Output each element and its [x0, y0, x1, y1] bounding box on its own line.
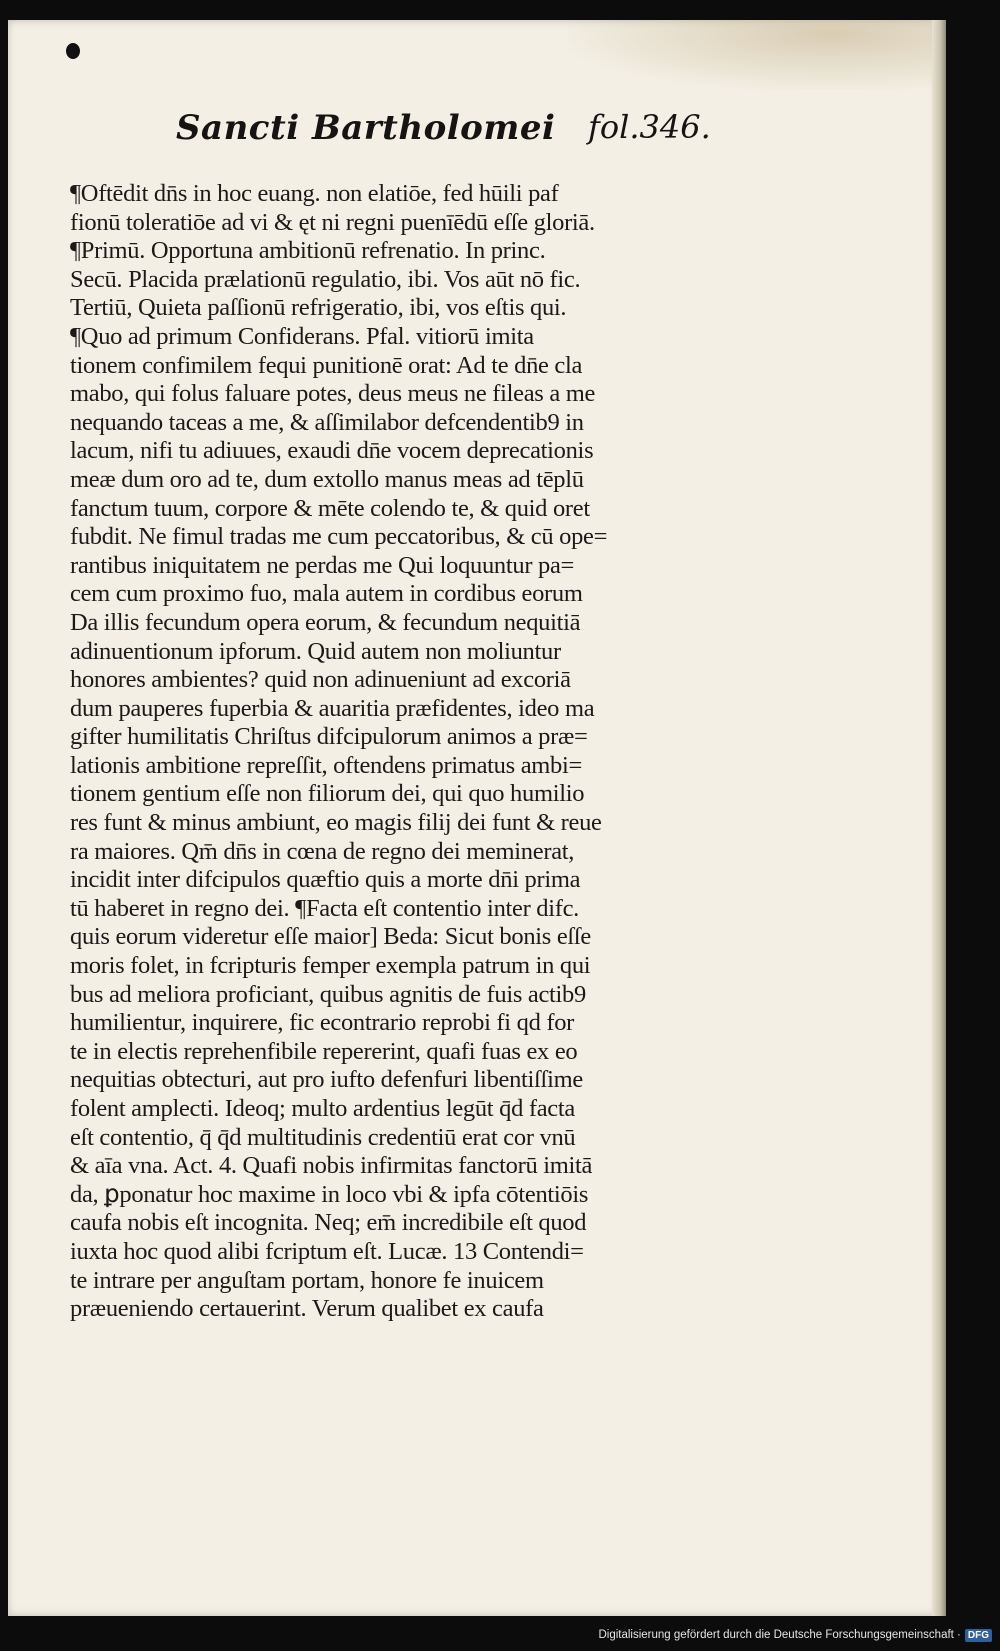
text-line: nequitias obtecturi, aut pro iufto defenfuri libentiſſime: [70, 1066, 583, 1094]
text-line: humilientur, inquirere, fic econtrario reprobi fi qd for: [70, 1009, 575, 1037]
text-line: ¶Oftēdit dn̄s in hoc euang. non elatiōe, fed hūili paf: [70, 180, 559, 207]
water-stain: [568, 20, 944, 90]
text-line: fubdit. Ne fimul tradas me cum peccatoribus, & cū ope=: [70, 523, 608, 551]
text-line: lationis ambitione repreſſit, oftendens primatus ambi=: [70, 751, 582, 779]
text-line: meæ dum oro ad te, dum extollo manus meas ad tēplū: [70, 465, 584, 493]
text-line: ¶Primū. Opportuna ambitionū refrenatio. In princ.: [70, 237, 546, 265]
text-line: te in electis reprehenfibile repererint, quafi fuas ex eo: [70, 1037, 578, 1065]
text-line: folent amplecti. Ideoq; multo ardentius legūt q̄d facta: [70, 1095, 575, 1122]
text-line: Tertiū, Quieta paſſionū refrigeratio, ibi, vos eſtis qui.: [70, 294, 567, 322]
text-line: dum pauperes fuperbia & auaritia præfidentes, ideo ma: [70, 694, 595, 722]
text-line: res funt & minus ambiunt, eo magis filij dei funt & reue: [70, 809, 602, 837]
text-line: tionem gentium eſſe non filiorum dei, qui quo humilio: [70, 780, 585, 808]
text-line: da, ꝑponatur hoc maxime in loco vbi & ipfa cōtentiōis: [70, 1180, 589, 1208]
text-line: fanctum tuum, corpore & mēte colendo te, & quid oret: [70, 494, 590, 522]
text-line: lacum, nifi tu adiuues, exaudi dn̄e vocem deprecationis: [70, 437, 594, 465]
body-text: [70, 180, 730, 1324]
text-line: nequando taceas a me, & aſſimilabor defcendentib9 in: [70, 408, 584, 436]
text-line: gifter humilitatis Chriſtus difcipulorum animos a præ=: [70, 723, 588, 751]
text-line: Da illis fecundum opera eorum, & fecundum nequitiā: [70, 608, 581, 636]
text-line: bus ad meliora proficiant, quibus agnitis de fuis actib9: [70, 980, 586, 1008]
text-line: adinuentionum ipforum. Quid autem non moliuntur: [70, 637, 561, 665]
text-line: cem cum proximo fuo, mala autem in cordibus eorum: [70, 580, 583, 608]
text-line: caufa nobis eſt incognita. Neq; em̄ incredibile eſt quod: [70, 1209, 587, 1237]
digitization-credit: [598, 1625, 992, 1645]
text-line: honores ambientes? quid non adinueniunt ad excoriā: [70, 666, 571, 694]
text-line: rantibus iniquitatem ne perdas me Qui loquuntur pa=: [70, 551, 575, 579]
text-line: ¶Quo ad primum Confiderans. Pfal. vitiorū imita: [70, 322, 534, 350]
text-line: tū haberet in regno dei. ¶Facta eſt contentio inter difc.: [70, 894, 579, 922]
page-edge: [932, 20, 946, 1616]
text-line: ra maiores. Qm̄ dn̄s in cœna de regno dei meminerat,: [70, 837, 575, 865]
credit-text: Digitalisierung gefördert durch die Deutsche Forschungsgemeinschaft ·: [598, 1629, 961, 1641]
book-page: [8, 20, 944, 1616]
running-title: Sancti Bartholomei: [176, 108, 556, 148]
page-header: [176, 108, 736, 168]
text-line: incidit inter difcipulos quæftio quis a morte dn̄i prima: [70, 866, 581, 894]
dfg-logo: DFG: [965, 1629, 992, 1642]
folio-number: fol.346.: [588, 108, 711, 146]
text-line: tionem confimilem fequi punitionē orat: Ad te dn̄e cla: [70, 351, 583, 379]
text-line: fionū toleratiōe ad vi & ęt ni regni puenīēdū eſſe gloriā.: [70, 208, 595, 236]
text-line: mabo, qui folus faluare potes, deus meus ne fileas a me: [70, 380, 596, 408]
text-line: moris folet, in fcripturis femper exempla patrum in qui: [70, 952, 591, 980]
text-line: te intrare per anguſtam portam, honore fe inuicem: [70, 1266, 544, 1294]
text-line: iuxta hoc quod alibi fcriptum eſt. Lucæ. 13 Contendi=: [70, 1237, 584, 1265]
binding-hole: [66, 43, 80, 59]
text-line: eſt contentio, q̄ q̄d multitudinis credentiū erat cor vnū: [70, 1123, 576, 1151]
text-line: quis eorum videretur eſſe maior] Beda: Sicut bonis eſſe: [70, 923, 591, 951]
text-line: Secū. Placida prælationū regulatio, ibi. Vos aūt nō fic.: [70, 265, 581, 293]
text-line: & aīa vna. Act. 4. Quafi nobis infirmitas fanctorū imitā: [70, 1152, 593, 1180]
text-line: præueniendo certauerint. Verum qualibet ex caufa: [70, 1295, 544, 1323]
